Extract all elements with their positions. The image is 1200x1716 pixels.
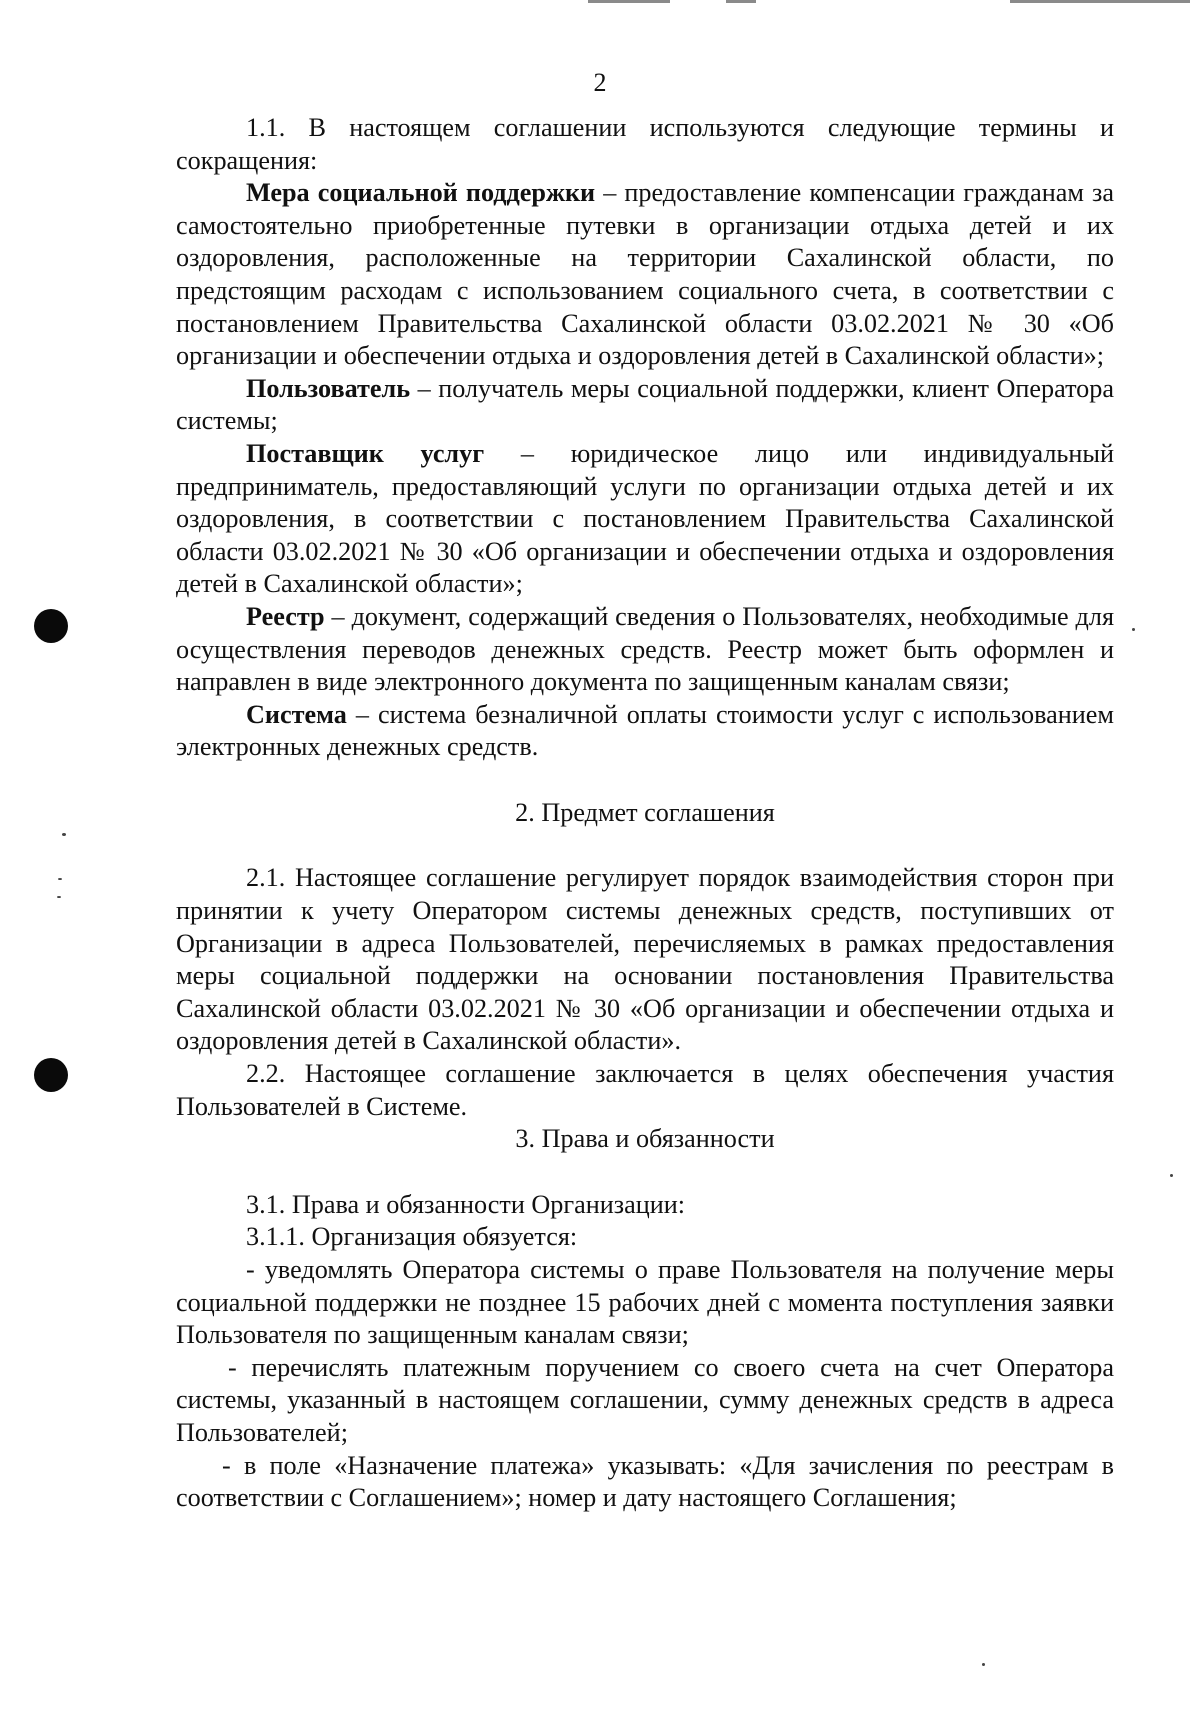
section-heading-3: 3. Права и обязанности	[515, 1124, 775, 1154]
definition-text: – предоставление компенсации гражданам за самостоятельно приобретенные путевки в организации отдыха детей и их оздоровления, расположенные на территории Сахалинской области, по предстоящим расходам с использованием социального счета, в соответствии с постановлением Правительства Сахалинской области 03.02.2021 № 30 «Об организации и обеспечении отдыха и оздоровления детей в Сахалинской области»;	[176, 178, 1114, 371]
scan-speck	[58, 878, 62, 880]
definition-text: – юридическое лицо или индивидуальный предприниматель, предоставляющий услуги по организации отдыха детей и их оздоровления, в соответствии с постановлением Правительства Сахалинской области 03.02.2021 № 30 «Об организации и обеспечении отдыха и оздоровления детей в Сахалинской области»;	[176, 438, 1114, 599]
paragraph-1-1: 1.1. В настоящем соглашении используются следующие термины и сокращения:	[176, 113, 1114, 175]
definition-term: Мера социальной поддержки	[246, 178, 596, 208]
paragraph-2-1: 2.1. Настоящее соглашение регулирует порядок взаимодействия сторон при принятии к учету Оператором системы денежных средств, поступивших от Организации в адреса Пользователей, перечисляемых в рамках предоставления меры социальной поддержки на основании постановления Правительства Сахалинской области 03.02.2021 № 30 «Об организации и обеспечении отдыха и оздоровления детей в Сахалинской области».	[176, 863, 1114, 1056]
section-heading-2: 2. Предмет соглашения	[515, 797, 775, 827]
punch-hole-mark	[34, 1058, 68, 1092]
scan-speck	[57, 896, 61, 898]
bullet-payment-purpose: - в поле «Назначение платежа» указывать: «Для зачисления по реестрам в соответствии с Соглашением»; номер и дату настоящего Соглашения;	[176, 1450, 1114, 1513]
scan-artifact-top	[588, 0, 670, 3]
definition-provider	[176, 438, 1114, 601]
punch-hole-mark	[34, 609, 68, 643]
bullet-transfer: - перечислять платежным поручением со своего счета на счет Оператора системы, указанный в настоящем соглашении, сумму денежных средств в адреса Пользователей;	[176, 1352, 1114, 1447]
definition-term: Пользователь	[246, 373, 411, 403]
scan-speck	[982, 1663, 985, 1666]
definition-text: – получатель меры социальной поддержки, клиент Оператора системы;	[176, 373, 1114, 436]
definition-term: Поставщик услуг	[246, 438, 485, 468]
definition-registry	[176, 601, 1114, 699]
definition-user	[176, 373, 1114, 438]
paragraph-3-1-1: 3.1.1. Организация обязуется:	[246, 1222, 578, 1252]
definition-text: – система безналичной оплаты стоимости услуг с использованием электронных денежных средств.	[176, 699, 1114, 762]
paragraph-3-1: 3.1. Права и обязанности Организации:	[246, 1189, 686, 1219]
scan-speck	[1132, 628, 1135, 631]
scan-artifact-top	[726, 0, 756, 3]
bullet-notify: - уведомлять Оператора системы о праве Пользователя на получение меры социальной поддержки не позднее 15 рабочих дней с момента поступления заявки Пользователя по защищенным каналам связи;	[176, 1255, 1114, 1350]
document-body	[176, 112, 1114, 1515]
page-number: 2	[593, 68, 607, 97]
scan-speck	[1170, 1174, 1173, 1177]
definition-term: Система	[246, 699, 347, 729]
scan-artifact-top	[1010, 0, 1190, 3]
definition-term: Реестр	[246, 601, 325, 631]
definition-system	[176, 699, 1114, 764]
definition-measure	[176, 177, 1114, 373]
paragraph-2-2: 2.2. Настоящее соглашение заключается в целях обеспечения участия Пользователей в Системе.	[176, 1059, 1114, 1121]
definition-text: – документ, содержащий сведения о Пользователях, необходимые для осуществления переводов денежных средств. Реестр может быть оформлен и направлен в виде электронного документа по защищенным каналам связи;	[176, 601, 1114, 697]
scan-speck	[62, 833, 66, 836]
